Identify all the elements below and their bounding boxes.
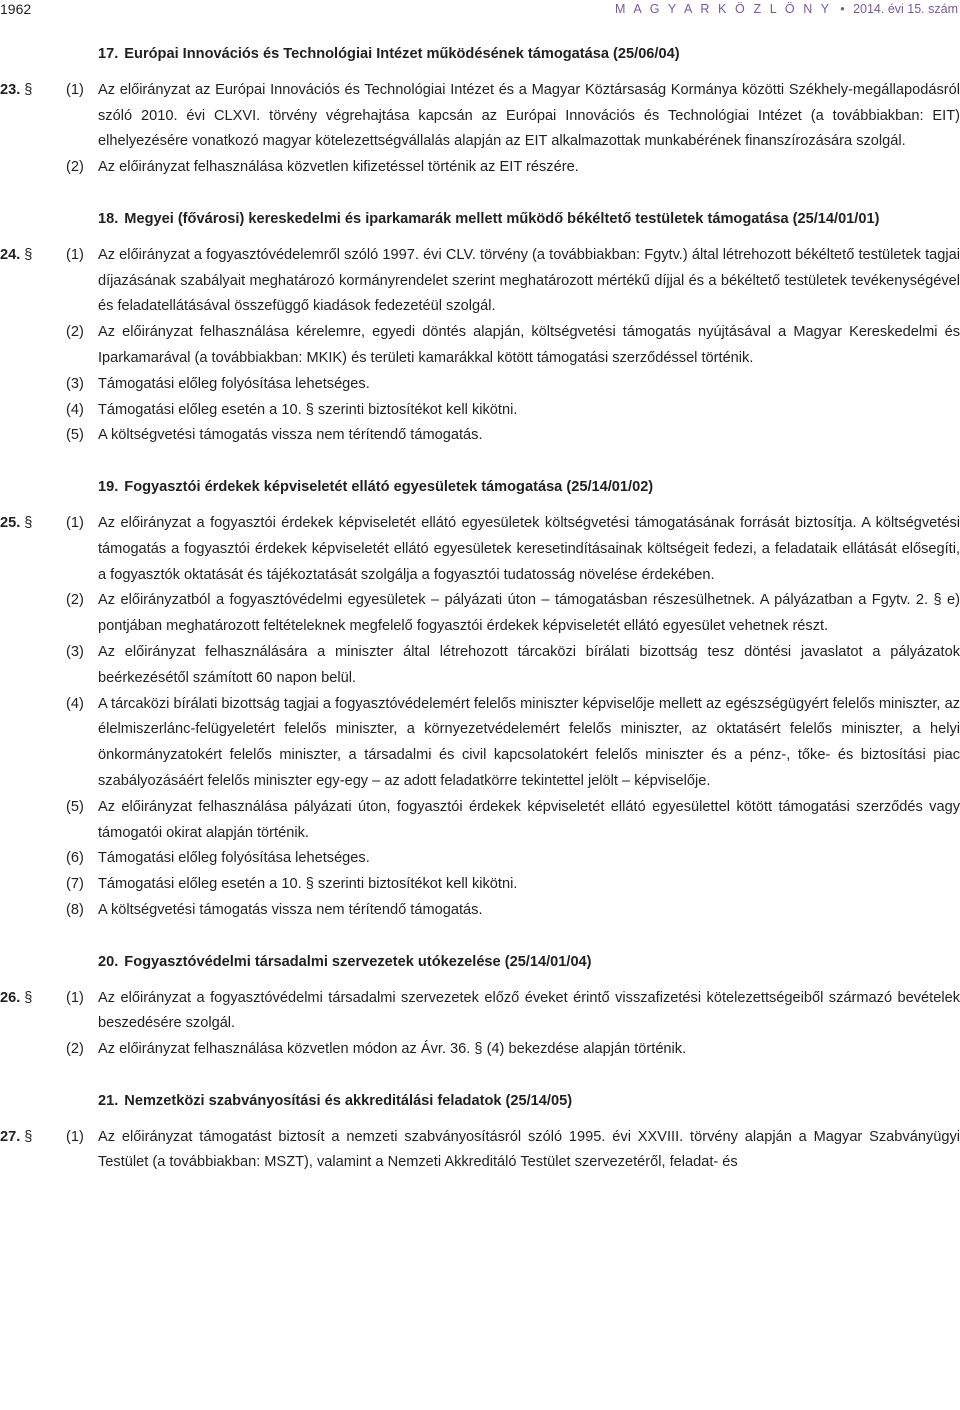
bullet-separator: • <box>840 2 845 16</box>
section-title <box>0 475 960 501</box>
section-spacer <box>0 449 960 469</box>
section-title <box>0 950 960 976</box>
subsection <box>66 795 960 847</box>
paragraph <box>0 1125 960 1177</box>
section-number: 21. <box>98 1092 119 1109</box>
subsection <box>66 588 960 640</box>
subsection <box>66 986 960 1038</box>
subsection <box>66 898 960 924</box>
subsection <box>66 640 960 692</box>
subsection <box>66 243 960 320</box>
publication-title: M A G Y A R K Ö Z L Ö N Y <box>615 2 832 16</box>
paragraph <box>0 511 960 924</box>
section-sign: § <box>24 514 33 531</box>
subsection-number: (2) <box>66 592 84 609</box>
document-body <box>0 36 960 1176</box>
section-sign: § <box>24 989 33 1006</box>
subsection-number: (2) <box>66 1041 84 1058</box>
section-title <box>0 1089 960 1115</box>
section-number: 18. <box>98 210 119 227</box>
subsection-number: (8) <box>66 901 84 918</box>
subsection-text: Az előirányzat felhasználására a miniszter által létrehozott tárcaközi bírálati bizottság tesz döntési javaslatot a pályázatok beérkezésétől számított 60 napon belül. <box>98 643 960 686</box>
subsection-text: Támogatási előleg folyósítása lehetséges. <box>98 375 370 392</box>
subsection-number: (1) <box>66 1128 84 1145</box>
subsection-text: A költségvetési támogatás vissza nem térítendő támogatás. <box>98 901 483 918</box>
running-header <box>615 0 958 18</box>
subsection <box>66 872 960 898</box>
section-title <box>0 42 960 68</box>
subsection-text: Az előirányzat az Európai Innovációs és Technológiai Intézet és a Magyar Köztársaság Kormánya közötti Székhely-megállapodásról szóló 2010. évi CLXVI. törvény végrehajtása kapcsán az Európai Innovációs és Technológiai Intézet (a továbbiakban: EIT) elhelyezésére vonatkozó magyar kötelezettségvállalás alapján az EIT alkalmazottak munkabérének finanszírozására szolgál. <box>98 81 960 150</box>
section-sign: § <box>24 81 33 98</box>
subsection <box>66 155 960 181</box>
subsection-number: (5) <box>66 427 84 444</box>
subsection <box>66 78 960 155</box>
subsection-number: (3) <box>66 643 84 660</box>
subsection <box>66 1125 960 1177</box>
subsection-number: (1) <box>66 989 84 1006</box>
section-title-text: Európai Innovációs és Technológiai Intézet működésének támogatása (25/06/04) <box>124 46 680 62</box>
section-spacer <box>0 181 960 201</box>
paragraph-number-text: 23. <box>0 81 21 98</box>
subsection-number: (6) <box>66 850 84 867</box>
page-header <box>0 0 960 26</box>
subsection <box>66 1037 960 1063</box>
section-title-text: Fogyasztói érdekek képviseletét ellátó egyesületek támogatása (25/14/01/02) <box>124 479 654 496</box>
subsection-number: (2) <box>66 159 84 176</box>
subsection-number: (2) <box>66 324 84 341</box>
subsection <box>66 398 960 424</box>
section-title <box>0 207 960 233</box>
subsection <box>66 423 960 449</box>
subsection-text: A költségvetési támogatás vissza nem térítendő támogatás. <box>98 427 483 444</box>
paragraph-number <box>0 243 32 269</box>
subsection <box>66 692 960 795</box>
subsection-text: Támogatási előleg folyósítása lehetséges. <box>98 850 370 867</box>
subsection-number: (7) <box>66 876 84 893</box>
subsection <box>66 511 960 588</box>
subsection-text: Támogatási előleg esetén a 10. § szerinti biztosítékot kell kikötni. <box>98 876 518 893</box>
paragraph-number <box>0 1125 32 1151</box>
subsection <box>66 320 960 372</box>
subsection-number: (5) <box>66 798 84 815</box>
subsection-text: A tárcaközi bírálati bizottság tagjai a fogyasztóvédelemért felelős miniszter képviselője mellett az egészségügyért felelős miniszter, az élelmiszerlánc-felügyeletért felelős miniszter, a környezetvédelemért felelős miniszter, az oktatásért felelős miniszter, a helyi önkormányzatokért felelős miniszter, a társadalmi és civil kapcsolatokért felelős miniszter és a pénz-, tőke- és biztosítási piac szabályozásáért felelős miniszter egy-egy – az adott feladatkörre tekintettel jelölt – képviselője. <box>98 695 960 789</box>
subsection-text: Az előirányzat felhasználása pályázati úton, fogyasztói érdekek képviseletét ellátó egyesülettel kötött támogatási szerződés vagy támogatói okirat alapján történik. <box>98 798 960 841</box>
section-spacer <box>0 924 960 944</box>
paragraph-number <box>0 511 32 537</box>
subsection-number: (1) <box>66 514 84 531</box>
subsection-number: (3) <box>66 375 84 392</box>
subsection-text: Az előirányzat felhasználása közvetlen kifizetéssel történik az EIT részére. <box>98 159 579 176</box>
paragraph <box>0 986 960 1063</box>
section-number: 19. <box>98 479 119 496</box>
subsection-number: (4) <box>66 401 84 418</box>
paragraph-number-text: 24. <box>0 246 21 263</box>
issue-label: 2014. évi 15. szám <box>853 2 958 16</box>
section-sign: § <box>24 246 33 263</box>
section-title-text: Nemzetközi szabványosítási és akkreditálási feladatok (25/14/05) <box>124 1092 573 1109</box>
subsection-number: (1) <box>66 81 84 98</box>
subsection-number: (1) <box>66 246 84 263</box>
subsection-text: Az előirányzat a fogyasztóvédelemről szóló 1997. évi CLV. törvény (a továbbiakban: Fgytv.) által létrehozott békéltető testületek tagjai díjazásának szabályait meghatározó kormányrendelet szerint meghatározott mértékű díjjal és a békéltető testületek tevékenységével és feladatellátásával összefüggő kiadások fedezetéül szolgál. <box>98 246 960 315</box>
section-title-text: Megyei (fővárosi) kereskedelmi és iparkamarák mellett működő békéltető testületek támogatása (25/14/01/01) <box>124 210 880 227</box>
subsection-text: Az előirányzat felhasználása közvetlen módon az Ávr. 36. § (4) bekezdése alapján történik. <box>98 1041 687 1058</box>
section-title-text: Fogyasztóvédelmi társadalmi szervezetek utókezelése (25/14/01/04) <box>124 953 592 970</box>
section-number: 20. <box>98 953 119 970</box>
page-number: 1962 <box>0 1 32 17</box>
section-sign: § <box>24 1128 33 1145</box>
subsection-text: Az előirányzat felhasználása kérelemre, egyedi döntés alapján, költségvetési támogatás nyújtásával a Magyar Kereskedelmi és Iparkamarával (a továbbiakban: MKIK) és területi kamarákkal kötött támogatási szerződéssel történik. <box>98 324 960 366</box>
paragraph-number <box>0 78 32 104</box>
paragraph-number-text: 25. <box>0 514 21 531</box>
paragraph <box>0 78 960 181</box>
subsection <box>66 846 960 872</box>
paragraph-number-text: 27. <box>0 1128 21 1145</box>
subsection-number: (4) <box>66 695 84 712</box>
subsection-text: Az előirányzat a fogyasztói érdekek képviseletét ellátó egyesületek költségvetési támogatásának forrását biztosítja. A költségvetési támogatás a fogyasztói érdekek képviseletét ellátó egyesületek keresetindításainak költségeit fedezi, a feladataik ellátását elősegíti, a fogyasztók oktatását és tájékoztatását szolgálja a fogyasztói tudatosság növelése érdekében. <box>98 514 960 583</box>
subsection <box>66 372 960 398</box>
subsection-text: Az előirányzatból a fogyasztóvédelmi egyesületek – pályázati úton – támogatásban részesülhetnek. A pályázatban a Fgytv. 2. § e) pontjában meghatározott feltételeknek megfelelő fogyasztói érdekek képviseletét ellátó egyesület vehetnek részt. <box>98 592 960 635</box>
paragraph-number-text: 26. <box>0 989 21 1006</box>
subsection-text: Az előirányzat a fogyasztóvédelmi társadalmi szervezetek előző éveket érintő visszafizetési kötelezettségeiből származó bevételek beszedésére szolgál. <box>98 989 960 1032</box>
paragraph-number <box>0 986 32 1012</box>
subsection-text: Az előirányzat támogatást biztosít a nemzeti szabványosításról szóló 1995. évi XXVIII. törvény alapján a Magyar Szabványügyi Testület (a továbbiakban: MSZT), valamint a Nemzeti Akkreditáló Testület szervezetéről, feladat- és <box>98 1128 960 1171</box>
subsection-text: Támogatási előleg esetén a 10. § szerinti biztosítékot kell kikötni. <box>98 401 518 418</box>
section-number: 17. <box>98 46 119 62</box>
paragraph <box>0 243 960 449</box>
section-spacer <box>0 1063 960 1083</box>
